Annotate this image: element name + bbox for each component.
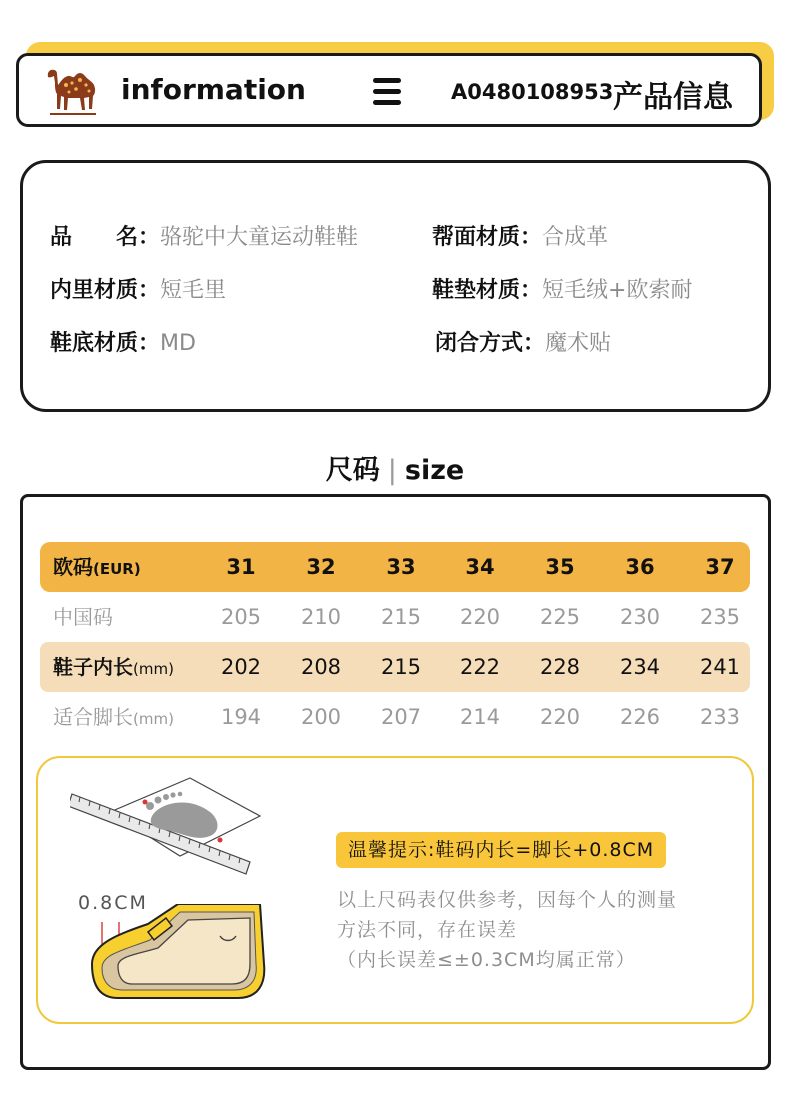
info-label: 鞋底材质： [50,331,161,356]
info-row-insole [432,273,692,304]
size-cell: 215 [380,605,422,629]
size-cell: 205 [220,605,262,629]
size-row-label: 中国码 [53,605,113,629]
info-label: 帮面材质： [432,225,543,250]
menu-icon[interactable] [373,78,401,106]
size-cell: 194 [220,705,262,729]
cm-label: 0.8CM [78,892,148,914]
camel-logo-icon [44,63,102,119]
size-section-title [0,448,790,487]
info-row-name [50,220,358,251]
size-cell: 230 [619,605,661,629]
size-cell: 33 [386,555,416,579]
foot-ruler-icon [70,772,270,882]
size-cell: 32 [306,555,336,579]
info-value: 短毛绒+欧索耐 [542,278,693,303]
info-value: 骆驼中大童运动鞋鞋 [160,225,359,250]
foot-in-shoe-icon [88,904,278,1004]
size-cell: 220 [459,605,501,629]
size-cell: 233 [699,705,741,729]
size-title-en: size [404,455,465,486]
info-label: 内里材质： [50,278,161,303]
info-value: MD [160,331,196,356]
size-cell: 35 [545,555,575,579]
info-row-lining [50,273,226,304]
size-cell: 36 [625,555,655,579]
info-row-upper [432,220,608,251]
size-cell: 222 [459,655,501,679]
info-label: 品 名： [50,225,161,250]
size-cell: 207 [380,705,422,729]
tip-highlight: 温馨提示:鞋码内长=脚长+0.8CM [336,832,666,868]
info-value: 合成革 [542,225,609,250]
size-row-foot-length [40,692,750,742]
size-cell: 210 [300,605,342,629]
size-cell: 200 [300,705,342,729]
size-cell: 235 [699,605,741,629]
size-cell: 214 [459,705,501,729]
size-cell: 234 [619,655,661,679]
size-row-label: 鞋子内长(mm) [53,655,174,679]
size-cell: 228 [539,655,581,679]
size-cell: 225 [539,605,581,629]
size-row-eur [40,542,750,592]
info-value: 短毛里 [160,278,227,303]
tip-line-3: （内长误差≤±0.3CM均属正常） [337,949,636,971]
header-word: information [121,73,306,106]
info-row-sole [50,326,196,357]
size-cell: 37 [705,555,735,579]
size-cell: 31 [226,555,256,579]
size-row-inner-length [40,642,750,692]
size-row-label: 欧码(EUR) [53,555,141,579]
header-title: 产品信息 [613,80,733,115]
size-cell: 202 [220,655,262,679]
info-value: 魔术贴 [545,331,612,356]
product-code: A0480108953 [451,80,614,104]
size-cell: 220 [539,705,581,729]
size-title-cn: 尺码 [325,455,380,486]
size-cell: 226 [619,705,661,729]
info-row-closure [435,326,611,357]
size-cell: 208 [300,655,342,679]
info-label: 鞋垫材质： [432,278,543,303]
info-label: 闭合方式： [435,331,546,356]
size-cell: 34 [465,555,495,579]
size-cell: 215 [380,655,422,679]
tip-line-2: 方法不同，存在误差 [337,919,518,941]
size-cell: 241 [699,655,741,679]
tip-line-1: 以上尺码表仅供参考，因每个人的测量 [337,889,678,911]
size-row-cn [40,592,750,642]
size-row-label: 适合脚长(mm) [53,705,174,729]
size-title-separator: | [387,455,397,486]
